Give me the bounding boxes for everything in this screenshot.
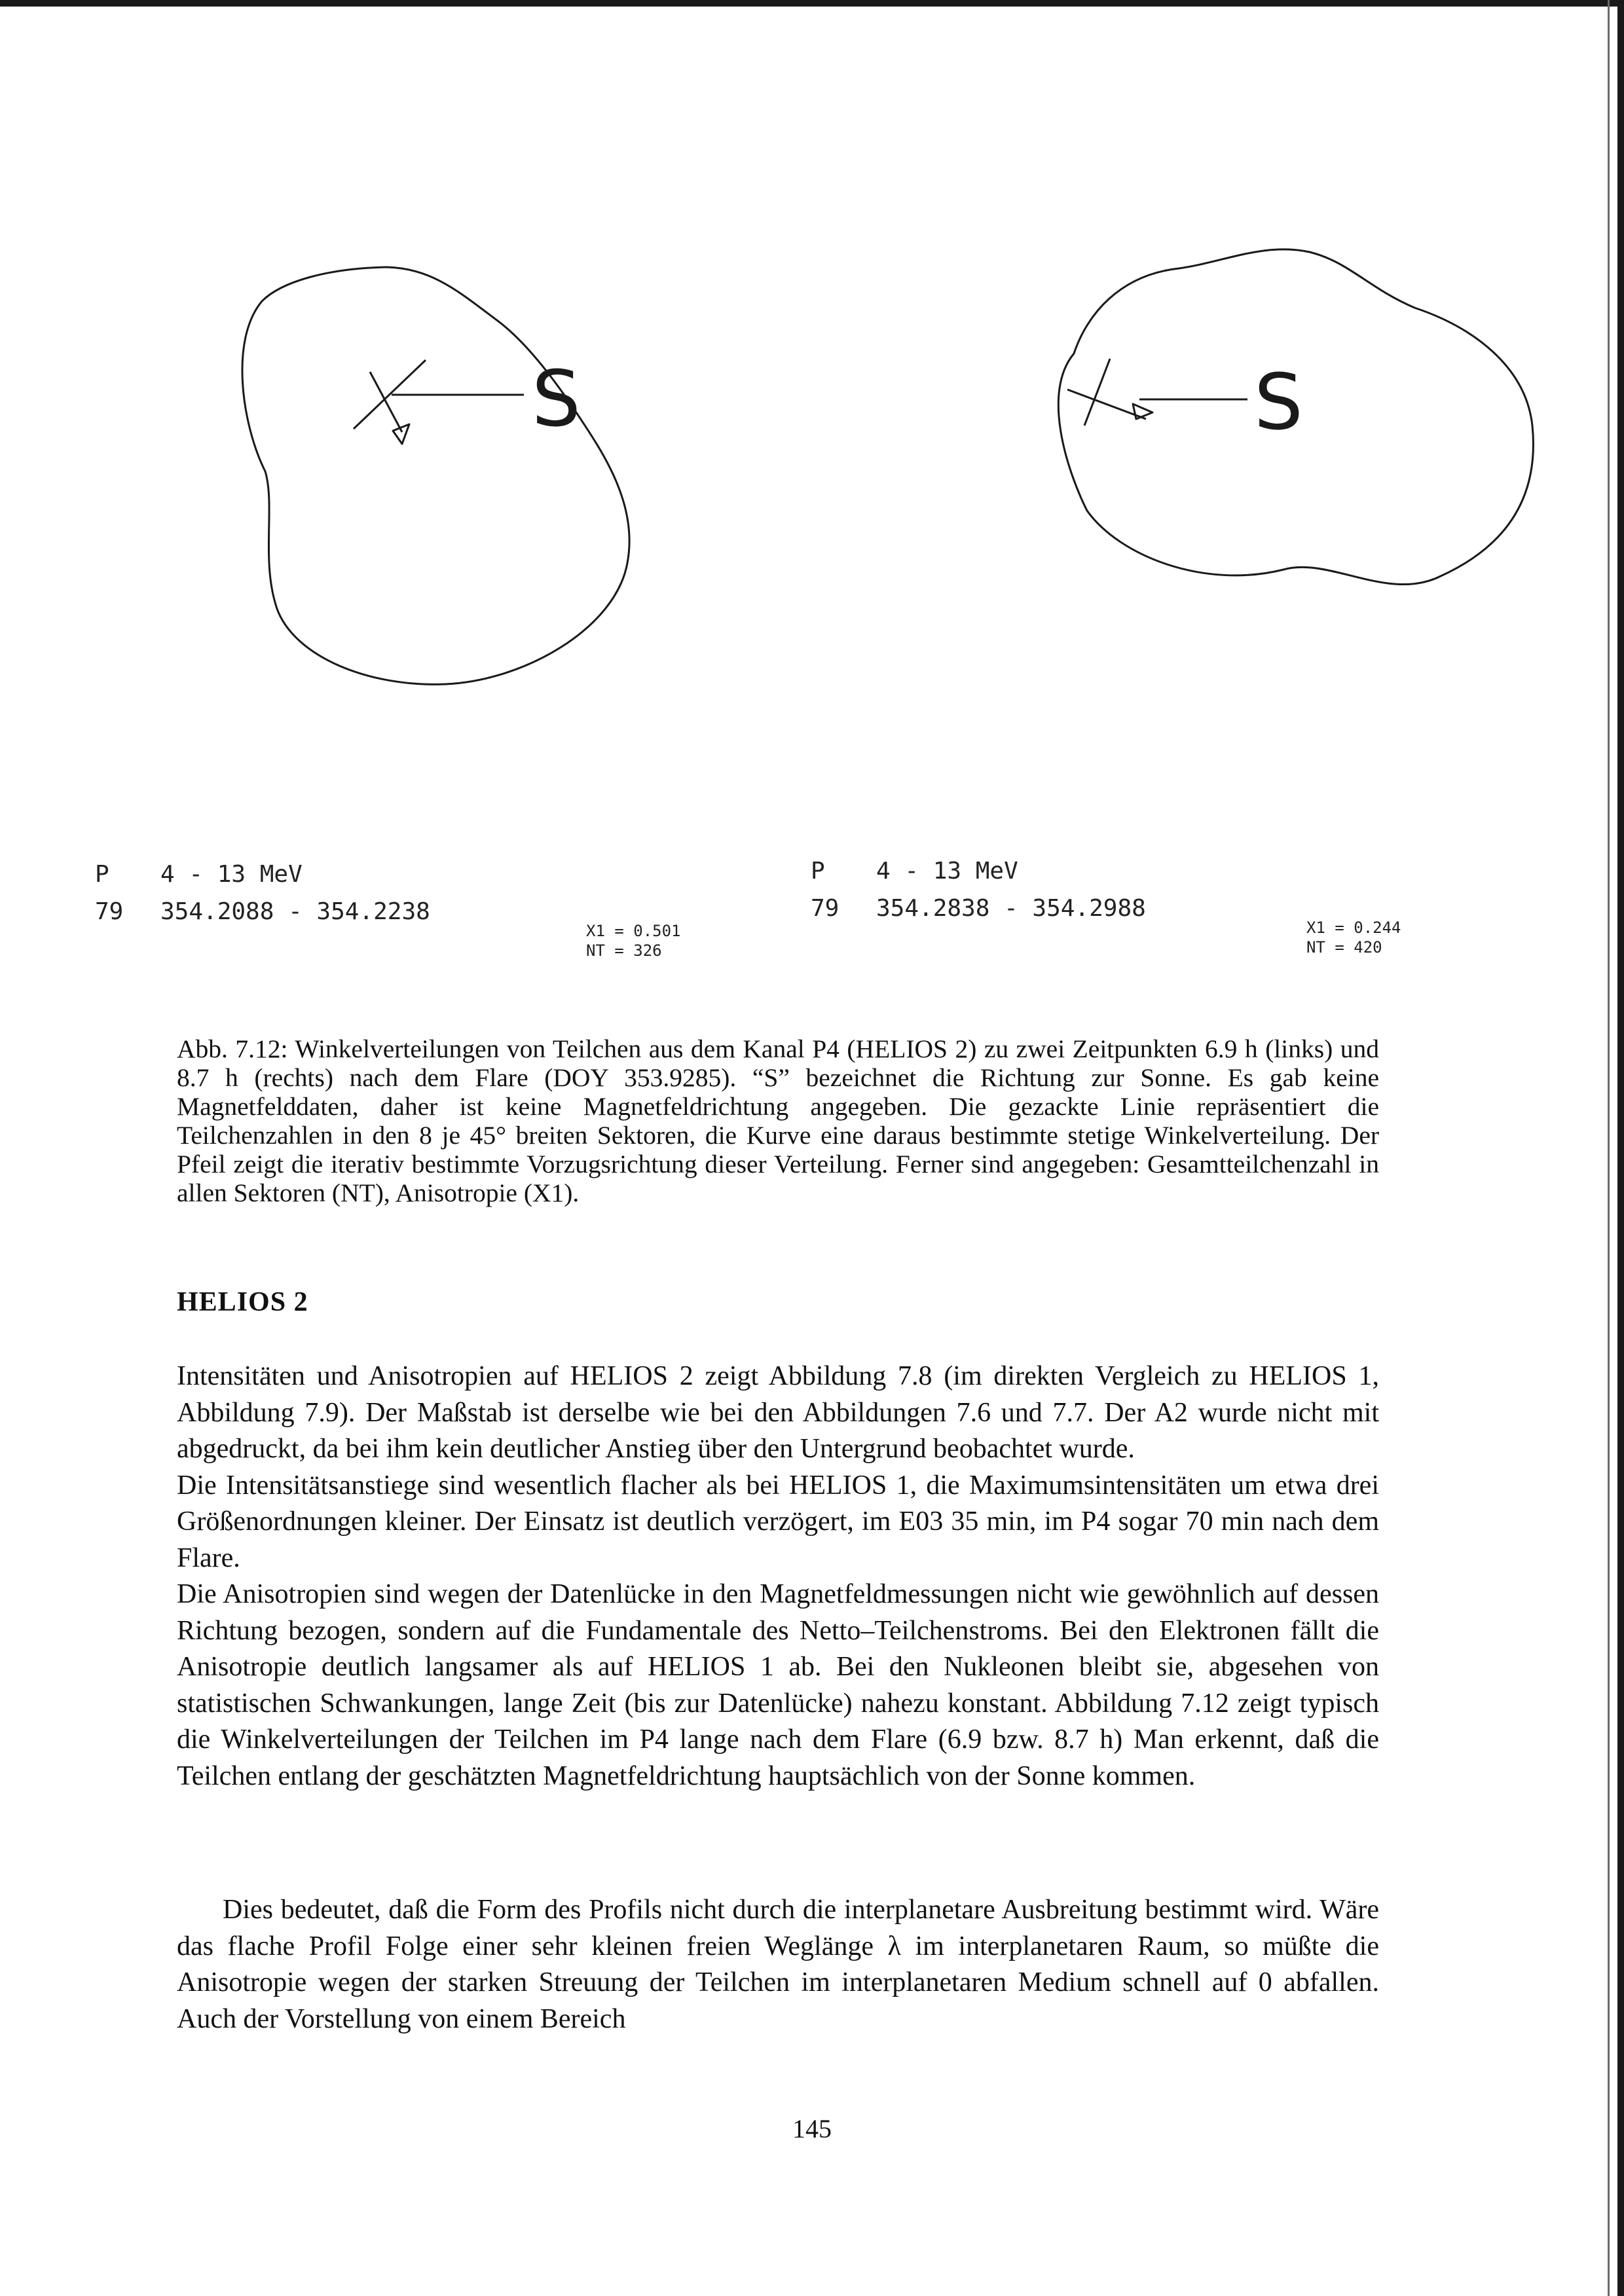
left-energy-label: 4 - 13 MeV [160, 861, 303, 888]
right-sun-marker: S [1254, 357, 1303, 447]
right-arrow-shaft [1084, 359, 1110, 426]
figure-caption: Abb. 7.12: Winkelverteilungen von Teilchen aus dem Kanal P4 (HELIOS 2) zu zwei Zeitpunkten 6.9 h (links) und 8.7 h (rechts) nach dem Flare (DOY 353.9285). “S” bezeichnet die Richtung zur Sonne. Es gab keine Magnetfelddaten, daher ist keine Magnetfeldrichtung angegeben. Die gezackte Linie repräsentiert die Teilchenzahlen in den 8 je 45° breiten Sektoren, die Kurve eine daraus bestimmte stetige Winkelverteilung. Der Pfeil zeigt die iterativ bestimmte Vorzugsrichtung dieser Verteilung. Ferner sind angegeben: Gesamtteilchenzahl in allen Sektoren (NT), Anisotropie (X1). [177, 1034, 1379, 1207]
left-year-label: 79 [95, 898, 124, 925]
left-particle-label: P [95, 861, 109, 888]
right-energy-label: 4 - 13 MeV [876, 858, 1018, 884]
right-particle-label: P [811, 858, 825, 884]
left-sun-marker: S [532, 354, 581, 444]
paragraph-2: Die Intensitätsanstiege sind wesentlich flacher als bei HELIOS 1, die Maximumsintensitäten um etwa drei Größenordnungen kleiner. Der Einsatz ist deutlich verzögert, im E03 35 min, im P4 sogar 70 min nach dem Flare. [177, 1470, 1379, 1573]
right-anisotropy-label: X1 = 0.244 [1306, 919, 1401, 937]
left-smooth-distribution-curve [242, 267, 629, 684]
paragraph-1: Intensitäten und Anisotropien auf HELIOS 2 zeigt Abbildung 7.8 (im direkten Vergleich zu HELIOS 1, Abbildung 7.9). Der Maßstab ist derselbe wie bei den Abbildungen 7.6 und 7.7. Der A2 wurde nicht mit abgedruckt, da bei ihm kein deutlicher Anstieg über den Untergrund beobachtet wurde. [177, 1361, 1379, 1464]
right-time-range-label: 354.2838 - 354.2988 [876, 895, 1146, 922]
left-total-counts-label: NT = 326 [586, 941, 662, 960]
left-time-range-label: 354.2088 - 354.2238 [160, 898, 430, 925]
left-angular-distribution-plot [0, 0, 812, 720]
section-heading: HELIOS 2 [177, 1287, 308, 1317]
paragraph-3: Die Anisotropien sind wegen der Datenlücke in den Magnetfeldmessungen nicht wie gewöhnlich auf dessen Richtung bezogen, sondern auf die Fundamentale des Netto–Teilchenstroms. Bei den Elektronen fällt die Anisotropie deutlich langsamer als auf HELIOS 1 ab. Bei den Nukleonen bleibt sie, abgesehen von statistischen Schwankungen, lange Zeit (bis zur Datenlücke) nahezu konstant. Abbildung 7.12 zeigt typisch die Winkelverteilungen der Teilchen im P4 lange nach dem Flare (6.9 bzw. 8.7 h) Man erkennt, daß die Teilchen entlang der geschätzten Magnetfeldrichtung hauptsächlich von der Sonne kommen. [177, 1579, 1379, 1791]
right-year-label: 79 [811, 895, 840, 922]
left-anisotropy-label: X1 = 0.501 [586, 922, 681, 940]
right-total-counts-label: NT = 420 [1306, 938, 1382, 957]
right-angular-distribution-plot [812, 0, 1624, 720]
left-arrow-shaft [370, 372, 402, 432]
right-arrowhead [1133, 404, 1153, 419]
body-text-continued [177, 1892, 1379, 2037]
left-sector-counts-line [249, 267, 616, 687]
page-number: 145 [792, 2114, 832, 2143]
left-arrowhead [393, 424, 409, 444]
body-text [177, 1358, 1379, 1795]
paragraph-4: Dies bedeutet, daß die Form des Profils nicht durch die interplanetare Ausbreitung bestimmt wird. Wäre das flache Profil Folge einer sehr kleinen freien Weglänge λ im interplanetaren Raum, so müßte die Anisotropie wegen der starken Streuung der Teilchen im interplanetaren Medium schnell auf 0 abfallen. Auch der Vorstellung von einem Bereich [177, 1895, 1379, 2034]
